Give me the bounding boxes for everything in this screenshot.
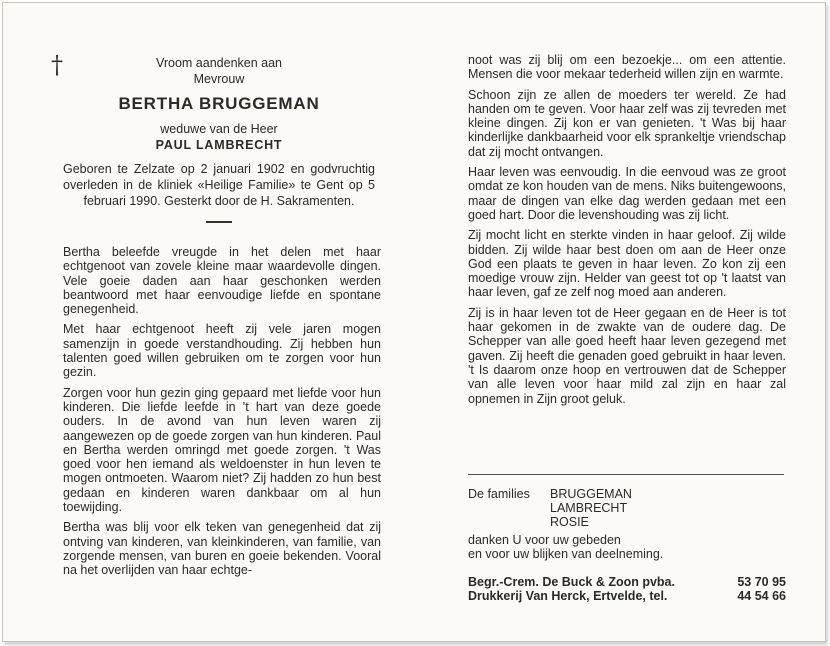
cross-icon: †: [51, 51, 63, 79]
honorific: Mevrouw: [193, 72, 245, 86]
funeral-home-phone: 53 70 95: [737, 575, 786, 589]
printer: Drukkerij Van Herck, Ertvelde, tel.: [468, 589, 668, 603]
dedication-line: Vroom aandenken aan: [155, 56, 283, 70]
paragraph: noot was zij blij om een bezoekje... om een attentie. Mensen die voor mekaar tederheid willen zijn en warmte.: [468, 53, 786, 82]
thanks-line: en voor uw blijken van deelneming.: [468, 547, 664, 561]
paragraph: Bertha was blij voor elk teken van genegenheid dat zij ontving van kinderen, van kleinkinderen, van familie, van zorgende mensen, van buren en goeie bekenden. Vooral na het overlijden van haar echtge-: [63, 520, 381, 578]
right-text-column: [468, 53, 786, 412]
paragraph: Schoon zijn ze allen de moeders ter wereld. Ze had handen om te geven. Voor haar zelf was zij tevreden met kleine dingen. Zij kon er van genieten. 't Was bij haar kinderlijke dankbaarheid voor elk sprankeltje vriendschap dat zij mocht ontvangen.: [468, 87, 786, 159]
card-header: [59, 55, 379, 223]
birth-death-details: Geboren te Zelzate op 2 januari 1902 en godvruchtig overleden in de kliniek «Heilige Familie» te Gent op 5 februari 1990. Gesterkt door de H. Sakramenten.: [63, 162, 375, 208]
families-label: De families: [468, 487, 530, 501]
memorial-card: [2, 2, 826, 642]
family-name: LAMBRECHT: [550, 501, 628, 515]
deceased-name: BERTHA BRUGGEMAN: [118, 94, 320, 113]
spouse-name: PAUL LAMBRECHT: [155, 138, 283, 152]
publisher-info: [468, 575, 786, 603]
family-name: BRUGGEMAN: [550, 487, 632, 501]
paragraph: Met haar echtgenoot heeft zij vele jaren mogen samenzijn in goede verstandhouding. Zij hebben hun talenten goed willen gebruiken om te zorgen voor hun gezin.: [63, 322, 381, 380]
left-text-column: [63, 245, 381, 584]
family-names: [550, 487, 632, 529]
thanks-line: danken U voor uw gebeden: [468, 533, 621, 547]
families-thanks: [468, 487, 786, 561]
paragraph: Bertha beleefde vreugde in het delen met haar echtgenoot van zovele kleine maar waardevolle dingen. Vele goeie daden aan haar geschonken werden beantwoord met haar eenvoudige liefde en spontane genegenheid.: [63, 245, 381, 317]
paragraph: Haar leven was eenvoudig. In die eenvoud was ze groot omdat ze kon houden van de mens. Niks buitengewoons, maar de dingen van elke dag werden gedaan met een goed hart. Door die levenshouding was zij licht.: [468, 165, 786, 222]
paragraph: Zorgen voor hun gezin ging gepaard met liefde voor hun kinderen. Die liefde leefde in 't hart van deze goede ouders. In de avond van hun leven waren zij aangewezen op de goede zorgen van hun kinderen. Paul en Bertha werden omringd met goede zorgen. 't Was goed voor hen iemand als weldoenster in hun leven te mogen ontmoeten. Waarom niet? Zij hadden zo hun best gedaan en kinderen waren dankbaar om al hun toewijding.: [63, 385, 381, 515]
paragraph: Zij is in haar leven tot de Heer gegaan en de Heer is tot haar gekomen in de zwakte van de oudere dag. De Schepper van alle goed heeft haar leven gezegend met gaven. Zij heeft die genaden goed gebruikt in haar leven. 't Is daarom onze hoop en vertrouwen dat de Schepper van alle leven voor haar mild zal zijn en haar zal opnemen in Zijn groot geluk.: [468, 305, 786, 406]
printer-phone: 44 54 66: [737, 589, 786, 603]
section-divider: [468, 474, 784, 475]
funeral-home: Begr.-Crem. De Buck & Zoon pvba.: [468, 575, 675, 589]
widow-of-line: weduwe van de Heer: [160, 122, 278, 136]
paragraph: Zij mocht licht en sterkte vinden in haar geloof. Zij wilde bidden. Zij wilde haar best doen om aan de Heer onze God een plaats te geven in haar leven. Zo kon zij een moedige vrouw zijn. Helder van geest tot op 't laatst van haar leven, gaf ze zelf nog moed aan anderen.: [468, 228, 786, 300]
divider: [206, 221, 232, 223]
family-name: ROSIE: [550, 515, 589, 529]
